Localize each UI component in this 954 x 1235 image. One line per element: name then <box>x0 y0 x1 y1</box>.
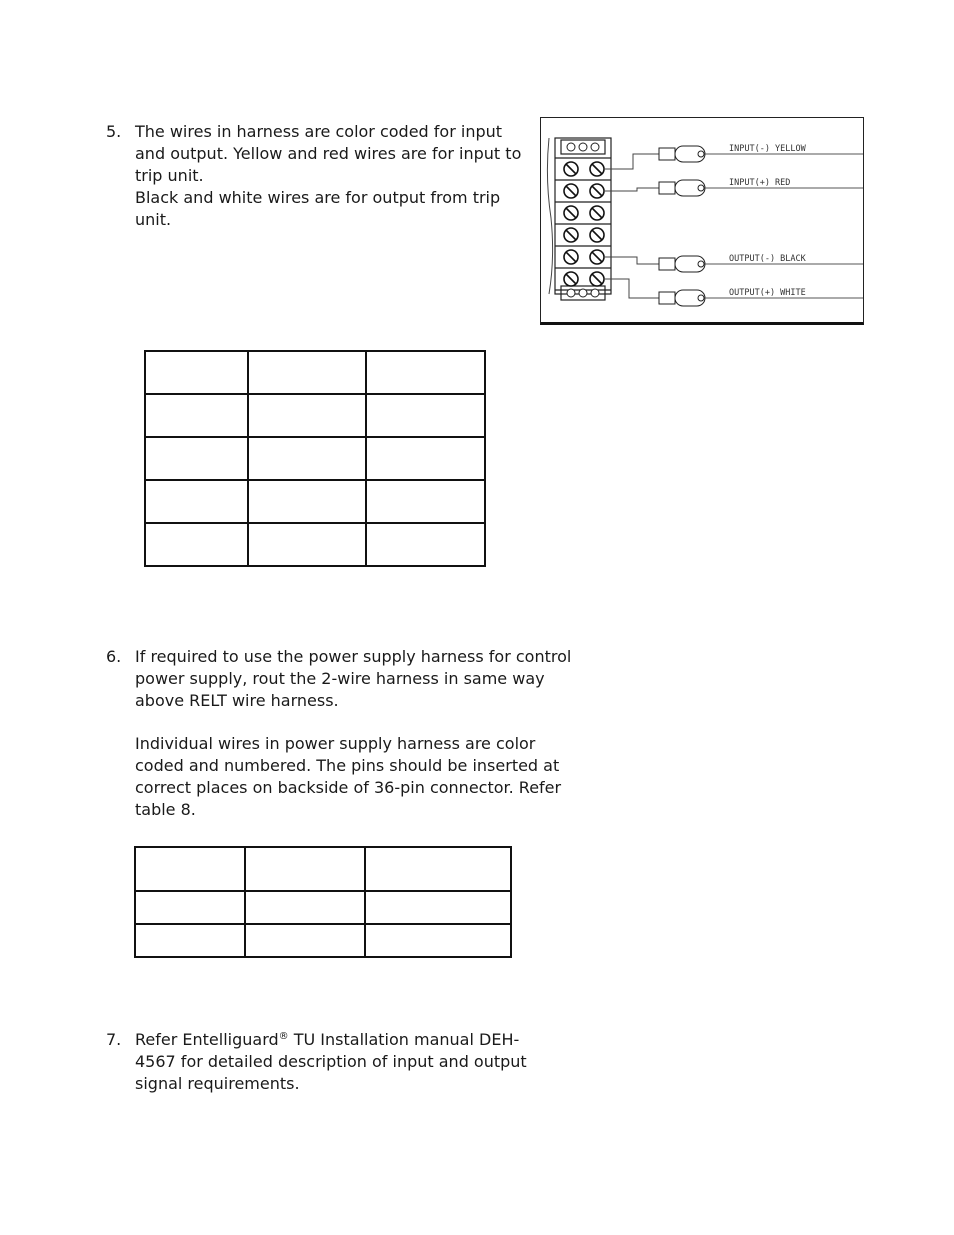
wiring-diagram-figure <box>540 117 864 325</box>
table-cell <box>145 437 248 480</box>
table-cell <box>245 847 365 891</box>
list-item-7 <box>106 1029 526 1099</box>
item6-paragraph-2: Individual wires in power supply harness are color coded and numbered. The pins should be inserted at correct places on backside of 36-pin connector. Refer table 8. <box>135 734 562 819</box>
table-cell <box>245 891 365 924</box>
table-cell <box>248 480 366 523</box>
table-row <box>145 437 485 480</box>
table-cell <box>366 351 485 394</box>
table-row <box>135 924 511 957</box>
registered-trademark: ® <box>278 1031 289 1042</box>
table-cell <box>245 924 365 957</box>
table-row <box>145 523 485 566</box>
item-number: 6. <box>106 647 122 666</box>
table-row <box>135 891 511 924</box>
power-supply-table <box>134 846 512 958</box>
wire-color-table <box>144 350 486 567</box>
table-cell <box>145 394 248 437</box>
table-cell <box>145 523 248 566</box>
table-cell <box>365 847 511 891</box>
item-number: 7. <box>106 1030 122 1049</box>
table-cell <box>145 351 248 394</box>
item7-text-before: Refer Entelliguard <box>135 1030 279 1049</box>
wire-lines <box>705 154 863 298</box>
table-cell <box>365 891 511 924</box>
wire-label-input-yellow: INPUT(-) YELLOW <box>729 144 806 154</box>
table-cell <box>248 523 366 566</box>
list-item-6 <box>106 646 586 819</box>
item-body <box>135 1029 527 1095</box>
item5-text-1: The wires in harness are color coded for input and output. Yellow and red wires are for input to trip unit. <box>135 122 522 185</box>
table-row <box>145 351 485 394</box>
item-body <box>135 121 527 231</box>
table-cell <box>248 437 366 480</box>
wire-label-input-red: INPUT(+) RED <box>729 178 791 188</box>
table-cell <box>135 891 245 924</box>
item7-text <box>135 1029 527 1095</box>
item-number: 5. <box>106 122 122 141</box>
table-row <box>135 847 511 891</box>
table-cell <box>135 924 245 957</box>
item7-text-after: TU Installation manual DEH-4567 for detailed description of input and output signal requirements. <box>135 1030 527 1093</box>
wire-label-output-black: OUTPUT(-) BLACK <box>729 254 806 264</box>
item5-text-2: Black and white wires are for output from trip unit. <box>135 188 501 229</box>
item6-paragraph-1: If required to use the power supply harness for control power supply, rout the 2-wire harness in same way above RELT wire harness. <box>135 647 572 710</box>
item-body <box>135 646 587 821</box>
table-cell <box>366 437 485 480</box>
terminal-block-diagram <box>541 118 863 322</box>
table-cell <box>365 924 511 957</box>
table-cell <box>135 847 245 891</box>
table-row <box>145 480 485 523</box>
table-cell <box>366 480 485 523</box>
table-cell <box>366 394 485 437</box>
wire-label-output-white: OUTPUT(+) WHITE <box>729 288 806 298</box>
list-item-5 <box>106 121 526 241</box>
table-cell <box>145 480 248 523</box>
table-cell <box>248 351 366 394</box>
table-cell <box>248 394 366 437</box>
wire-leads <box>547 138 659 298</box>
table-row <box>145 394 485 437</box>
table-cell <box>366 523 485 566</box>
wire-connectors <box>659 146 705 306</box>
